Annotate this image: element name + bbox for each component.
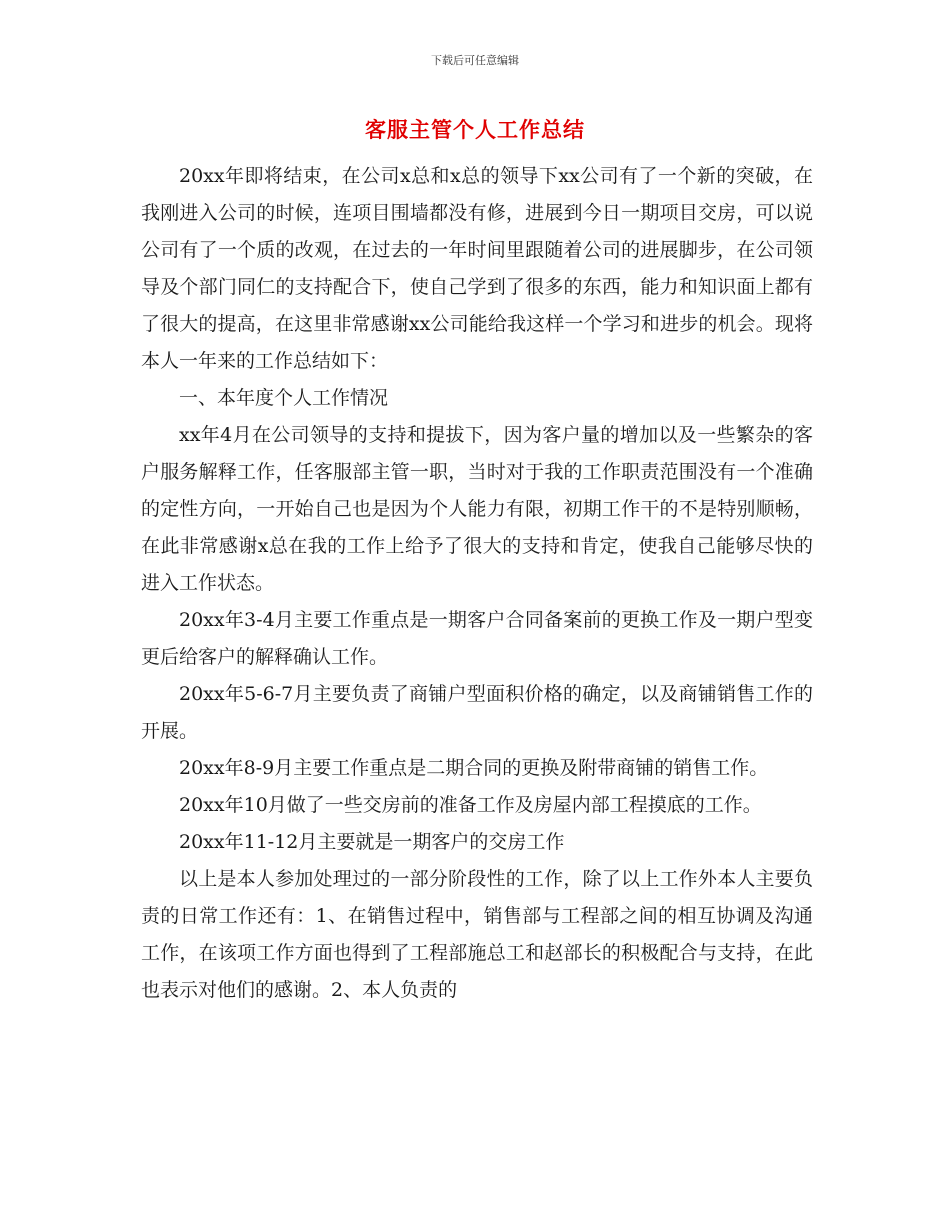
document-body <box>141 158 813 1009</box>
paragraph-oct: 20xx年10月做了一些交房前的准备工作及房屋内部工程摸底的工作。 <box>179 794 762 816</box>
paragraph-summary: 以上是本人参加处理过的一部分阶段性的工作，除了以上工作外本人主要负责的日常工作还有：1、在销售过程中，销售部与工程部之间的相互协调及沟通工作，在该项工作方面也得到了工程部施总工和赵部长的积极配合与支持，在此也表示对他们的感谢。2、本人负责的 <box>141 868 813 1001</box>
paragraph-intro: 20xx年即将结束，在公司x总和x总的领导下xx公司有了一个新的突破，在我刚进入公司的时候，连项目围墙都没有修，进展到今日一期项目交房，可以说公司有了一个质的改观，在过去的一年时间里跟随着公司的进展脚步，在公司领导及个部门同仁的支持配合下，使自己学到了很多的东西，能力和知识面上都有了很大的提高，在这里非常感谢xx公司能给我这样一个学习和进步的机会。现将本人一年来的工作总结如下： <box>141 165 813 372</box>
document-title: 客服主管个人工作总结 <box>365 117 585 142</box>
header-note: 下载后可任意编辑 <box>431 54 519 67</box>
paragraph-mar-apr: 20xx年3-4月主要工作重点是一期客户合同备案前的更换工作及一期户型变更后给客户的解释确认工作。 <box>141 609 813 668</box>
section-heading: 一、本年度个人工作情况 <box>179 387 389 409</box>
paragraph-aug-sep: 20xx年8-9月主要工作重点是二期合同的更换及附带商铺的销售工作。 <box>179 757 769 779</box>
paragraph-may-jul: 20xx年5-6-7月主要负责了商铺户型面积价格的确定，以及商铺销售工作的开展。 <box>141 683 813 742</box>
paragraph-nov-dec: 20xx年11-12月主要就是一期客户的交房工作 <box>179 831 565 853</box>
paragraph-april: xx年4月在公司领导的支持和提拔下，因为客户量的增加以及一些繁杂的客户服务解释工作，任客服部主管一职，当时对于我的工作职责范围没有一个准确的定性方向，一开始自己也是因为个人能力有限，初期工作干的不是特别顺畅，在此非常感谢x总在我的工作上给予了很大的支持和肯定，使我自己能够尽快的进入工作状态。 <box>141 424 813 594</box>
